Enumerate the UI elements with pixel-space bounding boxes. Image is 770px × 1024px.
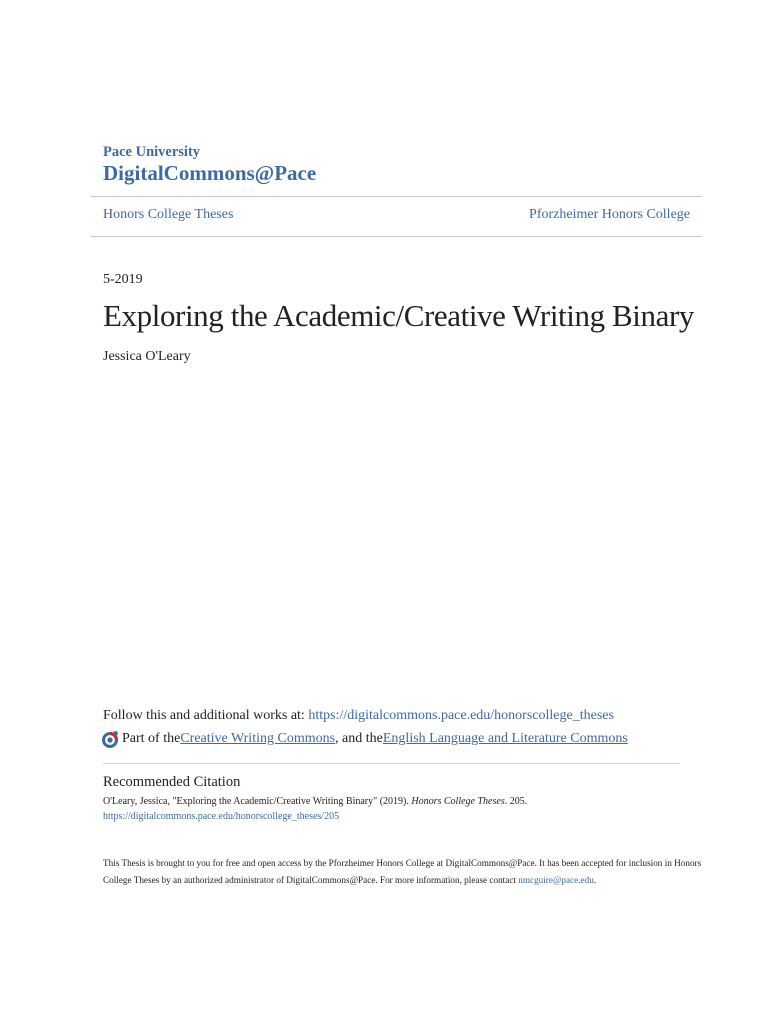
document-title: Exploring the Academic/Creative Writing Binary: [103, 298, 695, 333]
notice-text: This Thesis is brought to you for free and open access by the Pforzheimer Honors College at DigitalCommons@Pace. It has been accepted for inclusion in Honors College Theses by an authorized administrator of DigitalCommons@Pace. For more information, please contact: [103, 858, 702, 885]
citation-text: [103, 796, 527, 807]
notice-end: .: [593, 875, 597, 885]
citation-divider: [103, 763, 680, 764]
collections-divider: [91, 236, 702, 237]
network-icon: [101, 730, 119, 748]
citation-end: . 205.: [504, 796, 528, 807]
part-of-line: [101, 730, 628, 748]
creative-writing-commons-link[interactable]: Creative Writing Commons: [180, 731, 336, 746]
author-name: Jessica O'Leary: [103, 349, 191, 364]
publication-date: 5-2019: [103, 272, 143, 287]
top-divider: [91, 196, 702, 197]
part-of-middle: , and the: [335, 731, 383, 746]
citation-journal: Honors College Theses: [411, 796, 505, 807]
contact-email-link[interactable]: nmcguire@pace.edu: [518, 875, 594, 885]
part-of-prefix: Part of the: [122, 731, 181, 746]
collection-link-theses[interactable]: Honors College Theses: [103, 207, 234, 222]
follow-url-link[interactable]: https://digitalcommons.pace.edu/honorscollege_theses: [308, 708, 614, 723]
english-literature-commons-link[interactable]: English Language and Literature Commons: [382, 731, 628, 746]
recommended-citation-heading: Recommended Citation: [103, 774, 241, 790]
repository-name[interactable]: DigitalCommons@Pace: [103, 161, 317, 185]
follow-line: [103, 708, 614, 724]
access-notice: [103, 855, 703, 889]
collection-link-college[interactable]: Pforzheimer Honors College: [529, 207, 690, 222]
follow-prefix: Follow this and additional works at:: [103, 708, 309, 723]
citation-start: O'Leary, Jessica, "Exploring the Academic/Creative Writing Binary" (2019).: [103, 796, 412, 807]
institution-name: Pace University: [103, 144, 201, 160]
citation-url-link[interactable]: https://digitalcommons.pace.edu/honorscollege_theses/205: [103, 811, 340, 822]
